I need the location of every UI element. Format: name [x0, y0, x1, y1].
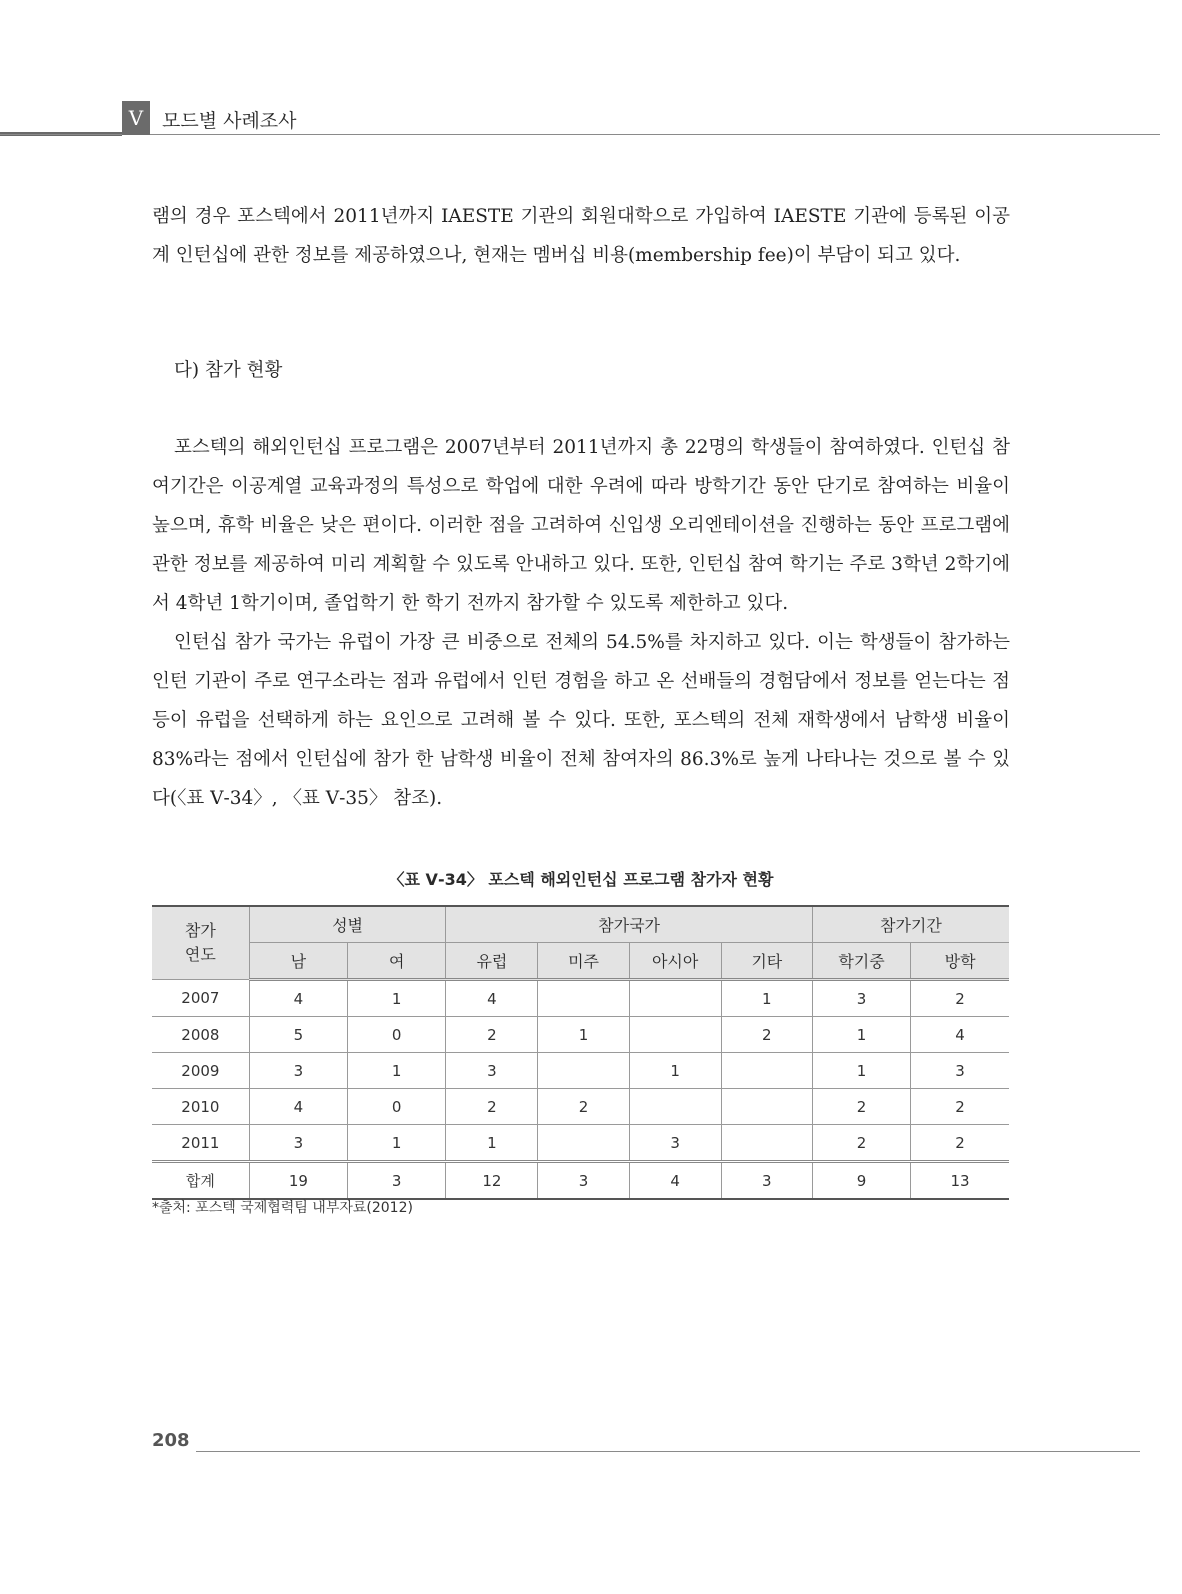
table-cell: 4 — [249, 1089, 347, 1125]
table-row — [152, 1017, 1009, 1053]
table-cell: 9 — [812, 1162, 910, 1200]
column-header: 기타 — [721, 943, 812, 980]
table-cell: 3 — [812, 980, 910, 1017]
table-cell: 3 — [446, 1053, 538, 1089]
table-cell — [721, 1125, 812, 1162]
table-cell: 2 — [446, 1017, 538, 1053]
table-cell: 2 — [812, 1125, 910, 1162]
column-header: 남 — [249, 943, 347, 980]
table-cell: 2 — [446, 1089, 538, 1125]
header-rule — [0, 134, 1160, 135]
table-cell: 2 — [721, 1017, 812, 1053]
table-cell: 2 — [812, 1089, 910, 1125]
column-header: 미주 — [538, 943, 629, 980]
table-cell: 1 — [538, 1017, 629, 1053]
column-header: 방학 — [911, 943, 1009, 980]
table-cell: 2008 — [152, 1017, 249, 1053]
table-cell: 1 — [348, 1125, 446, 1162]
table-cell — [721, 1089, 812, 1125]
table-cell: 3 — [249, 1125, 347, 1162]
chapter-title: 모드별 사례조사 — [162, 110, 297, 132]
table-cell: 2 — [538, 1089, 629, 1125]
table-cell: 4 — [249, 980, 347, 1017]
table-cell: 13 — [911, 1162, 1009, 1200]
table-cell: 3 — [629, 1125, 721, 1162]
total-label: 합계 — [152, 1162, 249, 1200]
table-cell: 1 — [812, 1017, 910, 1053]
table-cell: 3 — [911, 1053, 1009, 1089]
table-cell: 2 — [911, 1125, 1009, 1162]
chapter-badge: V — [122, 101, 150, 135]
table-cell: 1 — [446, 1125, 538, 1162]
country-group-header: 참가국가 — [446, 906, 813, 943]
table-cell — [538, 1053, 629, 1089]
table-cell — [629, 1089, 721, 1125]
table-cell: 3 — [721, 1162, 812, 1200]
footer-rule — [196, 1451, 1140, 1452]
table-cell: 1 — [348, 1053, 446, 1089]
table-cell: 1 — [348, 980, 446, 1017]
column-header: 여 — [348, 943, 446, 980]
table-cell: 0 — [348, 1089, 446, 1125]
table-cell: 19 — [249, 1162, 347, 1200]
table-cell: 2011 — [152, 1125, 249, 1162]
table-cell: 0 — [348, 1017, 446, 1053]
table-cell: 2 — [911, 980, 1009, 1017]
table-row — [152, 1125, 1009, 1162]
table-cell: 4 — [911, 1017, 1009, 1053]
table-total-row — [152, 1162, 1009, 1200]
table-cell — [629, 980, 721, 1017]
body-paragraph-1: 램의 경우 포스텍에서 2011년까지 IAESTE 기관의 회원대학으로 가입하여 IAESTE 기관에 등록된 이공계 인턴십에 관한 정보를 제공하였으나, 현재는 멤버십 비용(membership fee)이 부담이 되고 있다. — [152, 206, 1010, 266]
table-cell: 3 — [348, 1162, 446, 1200]
table-row — [152, 1089, 1009, 1125]
body-paragraph-3: 인턴십 참가 국가는 유럽이 가장 큰 비중으로 전체의 54.5%를 차지하고 있다. 이는 학생들이 참가하는 인턴 기관이 주로 연구소라는 점과 유럽에서 인턴 경험을 하고 온 선배들의 경험담에서 정보를 얻는다는 점 등이 유럽을 선택하게 하는 요인으로 고려해 볼 수 있다. 또한, 포스텍의 전체 재학생에서 남학생 비율이 83%라는 점에서 인턴십에 참가 한 남학생 비율이 전체 참여자의 86.3%로 높게 나타나는 것으로 볼 수 있다(〈표 Ⅴ-34〉, 〈표 Ⅴ-35〉 참조). — [152, 632, 1010, 809]
table-cell: 12 — [446, 1162, 538, 1200]
table-caption: 〈표 Ⅴ-34〉 포스텍 해외인턴십 프로그램 참가자 현황 — [388, 870, 774, 889]
table-cell — [538, 980, 629, 1017]
table-cell: 4 — [629, 1162, 721, 1200]
period-group-header: 참가기간 — [812, 906, 1009, 943]
table-cell: 1 — [629, 1053, 721, 1089]
table-cell: 2009 — [152, 1053, 249, 1089]
table-cell: 1 — [812, 1053, 910, 1089]
table-cell: 5 — [249, 1017, 347, 1053]
table-cell — [629, 1017, 721, 1053]
body-paragraph-2: 포스텍의 해외인턴십 프로그램은 2007년부터 2011년까지 총 22명의 학생들이 참여하였다. 인턴십 참여기간은 이공계열 교육과정의 특성으로 학업에 대한 우려에 따라 방학기간 동안 단기로 참여하는 비율이 높으며, 휴학 비율은 낮은 편이다. 이러한 점을 고려하여 신입생 오리엔테이션을 진행하는 동안 프로그램에 관한 정보를 제공하여 미리 계획할 수 있도록 안내하고 있다. 또한, 인턴십 참여 학기는 주로 3학년 2학기에서 4학년 1학기이며, 졸업학기 한 학기 전까지 참가할 수 있도록 제한하고 있다. — [152, 437, 1010, 614]
table-cell: 4 — [446, 980, 538, 1017]
table-subheader-row — [152, 943, 1009, 980]
table-cell: 1 — [721, 980, 812, 1017]
participants-table — [152, 905, 1009, 1200]
gender-group-header: 성별 — [249, 906, 446, 943]
table-row — [152, 980, 1009, 1017]
section-subheading: 다) 참가 현황 — [174, 360, 283, 381]
table-cell — [721, 1053, 812, 1089]
table-cell: 2007 — [152, 980, 249, 1017]
table-cell: 2 — [911, 1089, 1009, 1125]
table-cell: 3 — [538, 1162, 629, 1200]
column-header: 유럽 — [446, 943, 538, 980]
page-number: 208 — [152, 1430, 190, 1451]
table-cell: 2010 — [152, 1089, 249, 1125]
table-header-row — [152, 906, 1009, 943]
table-cell — [538, 1125, 629, 1162]
column-header: 학기중 — [812, 943, 910, 980]
column-header: 아시아 — [629, 943, 721, 980]
year-header: 참가 연도 — [152, 906, 249, 980]
table-cell: 3 — [249, 1053, 347, 1089]
table-row — [152, 1053, 1009, 1089]
table-source-note: *출처: 포스텍 국제협력팀 내부자료(2012) — [152, 1200, 413, 1216]
